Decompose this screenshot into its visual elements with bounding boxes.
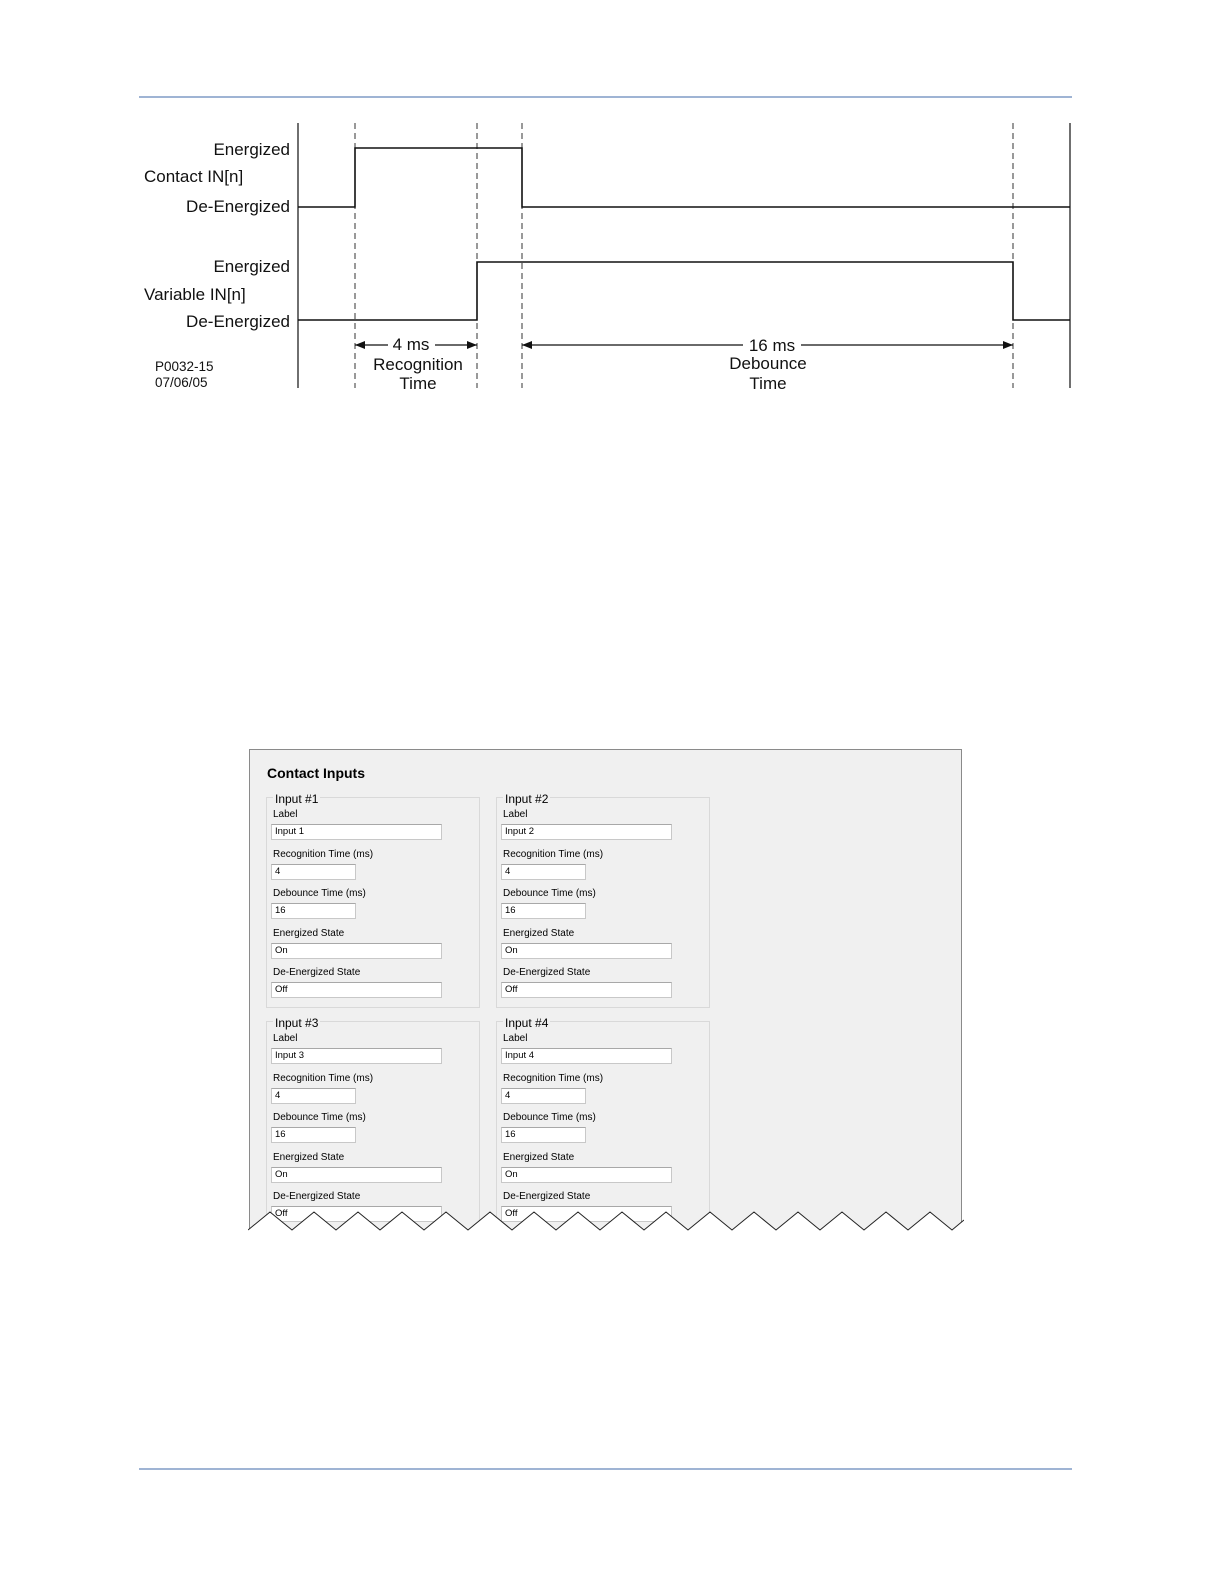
variable-signal-name: Variable IN[n] <box>144 285 246 304</box>
torn-edge <box>248 1206 964 1236</box>
debounce-caption: Debounce Time (ms) <box>273 1112 366 1123</box>
contact-waveform <box>298 148 1070 207</box>
debounce-value: 16 ms <box>748 336 796 355</box>
variable-waveform <box>298 262 1070 320</box>
variable-deenergized-label: De-Energized <box>186 312 290 331</box>
recognition-time-field[interactable]: 4 <box>271 1088 356 1104</box>
figure-date: 07/06/05 <box>155 375 208 390</box>
group-title: Input #2 <box>505 792 549 806</box>
energized-state-field[interactable]: On <box>271 1167 442 1183</box>
debounce-time-field[interactable]: 16 <box>501 1127 586 1143</box>
energized-state-field[interactable]: On <box>501 943 672 959</box>
debounce-label-time: Time <box>749 374 787 392</box>
energized-caption: Energized State <box>273 1152 345 1163</box>
label-field[interactable]: Input 3 <box>271 1048 442 1064</box>
debounce-caption: Debounce Time (ms) <box>503 1112 596 1123</box>
input-group-3 <box>266 1016 480 1231</box>
deenergized-state-field[interactable]: Off <box>501 1206 672 1222</box>
group-title: Input #1 <box>275 792 319 806</box>
deenergized-caption: De-Energized State <box>503 1191 591 1202</box>
group-title: Input #4 <box>505 1016 549 1030</box>
group-title: Input #3 <box>275 1016 319 1030</box>
label-caption: Label <box>273 1033 298 1044</box>
label-field[interactable]: Input 4 <box>501 1048 672 1064</box>
footer-rule <box>139 1468 1072 1470</box>
timing-diagram <box>140 120 1080 392</box>
label-caption: Label <box>273 809 298 820</box>
contact-inputs-panel <box>249 749 962 1231</box>
debounce-time-field[interactable]: 16 <box>271 1127 356 1143</box>
deenergized-caption: De-Energized State <box>273 1191 361 1202</box>
figure-id: P0032-15 <box>155 359 214 374</box>
recognition-caption: Recognition Time (ms) <box>503 1073 604 1084</box>
input-group-2 <box>496 792 710 1008</box>
recognition-time-field[interactable]: 4 <box>271 864 356 880</box>
contact-signal-name: Contact IN[n] <box>144 167 244 186</box>
contact-deenergized-label: De-Energized <box>186 197 290 216</box>
energized-state-field[interactable]: On <box>501 1167 672 1183</box>
recognition-caption: Recognition Time (ms) <box>273 849 374 860</box>
recognition-caption: Recognition Time (ms) <box>273 1073 374 1084</box>
debounce-label: Debounce <box>729 354 807 373</box>
deenergized-caption: De-Energized State <box>273 967 361 978</box>
contact-energized-label: Energized <box>213 140 290 159</box>
label-caption: Label <box>503 1033 528 1044</box>
recognition-label-time: Time <box>399 374 437 392</box>
energized-caption: Energized State <box>503 1152 575 1163</box>
recognition-time-field[interactable]: 4 <box>501 864 586 880</box>
deenergized-state-field[interactable]: Off <box>271 1206 442 1222</box>
label-field[interactable]: Input 2 <box>501 824 672 840</box>
deenergized-state-field[interactable]: Off <box>501 982 672 998</box>
variable-energized-label: Energized <box>213 257 290 276</box>
recognition-value: 4 ms <box>392 335 430 354</box>
label-field[interactable]: Input 1 <box>271 824 442 840</box>
recognition-caption: Recognition Time (ms) <box>503 849 604 860</box>
debounce-caption: Debounce Time (ms) <box>503 888 596 899</box>
debounce-time-field[interactable]: 16 <box>501 903 586 919</box>
energized-caption: Energized State <box>273 928 345 939</box>
deenergized-caption: De-Energized State <box>503 967 591 978</box>
input-group-1 <box>266 792 480 1008</box>
label-caption: Label <box>503 809 528 820</box>
energized-caption: Energized State <box>503 928 575 939</box>
recognition-time-field[interactable]: 4 <box>501 1088 586 1104</box>
header-rule <box>139 96 1072 98</box>
deenergized-state-field[interactable]: Off <box>271 982 442 998</box>
input-group-4 <box>496 1016 710 1231</box>
debounce-caption: Debounce Time (ms) <box>273 888 366 899</box>
panel-title: Contact Inputs <box>267 765 365 781</box>
debounce-time-field[interactable]: 16 <box>271 903 356 919</box>
energized-state-field[interactable]: On <box>271 943 442 959</box>
recognition-label: Recognition <box>373 355 463 374</box>
